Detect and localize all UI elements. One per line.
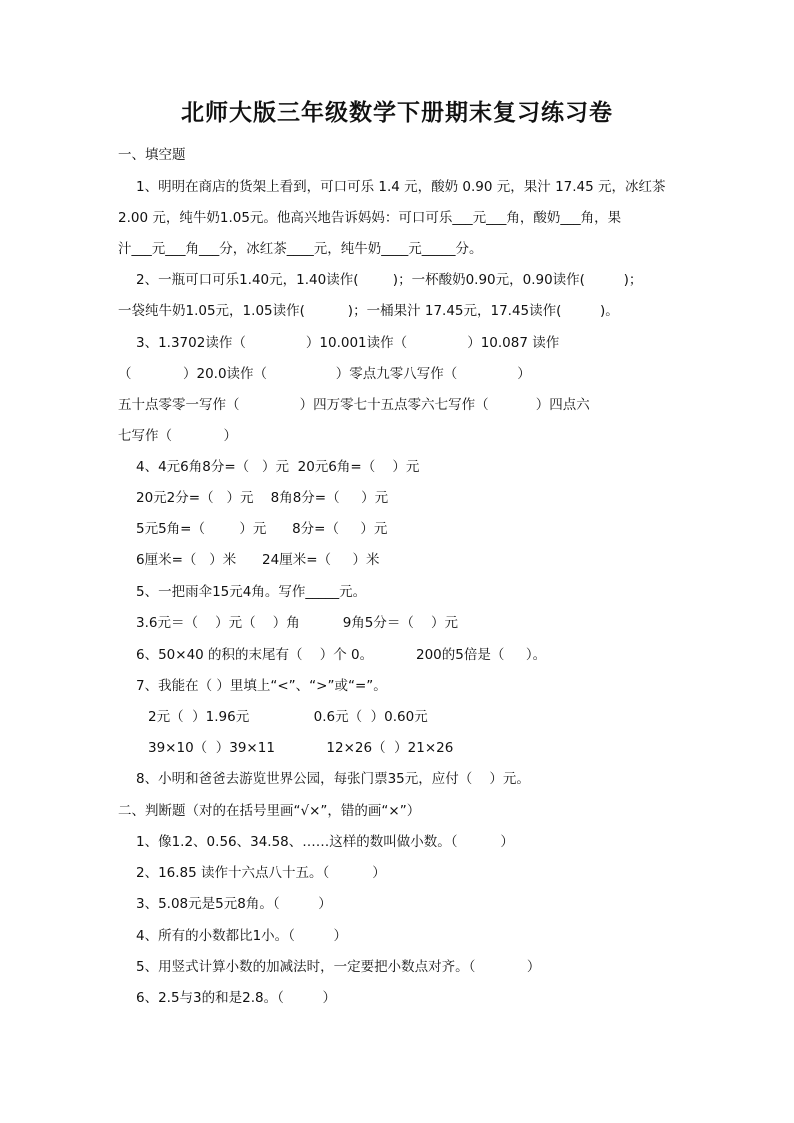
- judge-item-5: 5、用竖式计算小数的加减法时，一定要把小数点对齐。（ ）: [136, 959, 541, 975]
- q1-line-1: 1、明明在商店的货架上看到，可口可乐 1.4 元，酸奶 0.90 元，果汁 17.45 元，冰红茶: [136, 179, 666, 195]
- judge-item-6: 6、2.5与3的和是2.8。（ ）: [136, 990, 336, 1006]
- q6-line: 6、50×40 的积的末尾有（ ）个 0。 200的5倍是（ ）。: [136, 647, 547, 663]
- q4-line-2: 20元2分=（ ）元 8角8分=（ ）元: [136, 490, 389, 506]
- q7-line-2: 2元（ ）1.96元 0.6元（ ）0.60元: [148, 709, 428, 725]
- q3-line-3: 五十点零零一写作（ ）四万零七十五点零六七写作（ ）四点六: [118, 397, 590, 413]
- section1-heading: 一、填空题: [118, 147, 186, 163]
- q1-line-2: 2.00 元，纯牛奶1.05元。他高兴地告诉妈妈：可口可乐___元___角，酸奶___角，果: [118, 210, 622, 226]
- q3-line-2: （ ）20.0读作（ ）零点九零八写作（ ）: [118, 366, 531, 382]
- judge-item-3: 3、5.08元是5元8角。（ ）: [136, 896, 332, 912]
- q7-line-3: 39×10（ ）39×11 12×26（ ）21×26: [148, 740, 454, 756]
- q4-line-1: 4、4元6角8分=（ ）元 20元6角=（ ）元: [136, 459, 420, 475]
- q2-line-1: 2、一瓶可口可乐1.40元，1.40读作( )；一杯酸奶0.90元，0.90读作( )；: [136, 272, 643, 288]
- q4-line-3: 5元5角=（ ）元 8分=（ ）元: [136, 521, 388, 537]
- q5-line-2: 3.6元＝（ ）元（ ）角 9角5分＝（ ）元: [136, 615, 459, 631]
- judge-item-4: 4、所有的小数都比1小。（ ）: [136, 928, 348, 944]
- q1-line-3: 汁___元___角___分，冰红茶____元，纯牛奶____元_____分。: [118, 241, 483, 257]
- judge-item-1: 1、像1.2、0.56、34.58、……这样的数叫做小数。（ ）: [136, 834, 514, 850]
- q2-line-2: 一袋纯牛奶1.05元，1.05读作( )；一桶果汁 17.45元，17.45读作( )。: [118, 303, 619, 319]
- q8-line: 8、小明和爸爸去游览世界公园，每张门票35元，应付（ ）元。: [136, 771, 530, 787]
- q4-line-4: 6厘米=（ ）米 24厘米=（ ）米: [136, 552, 380, 568]
- q3-line-4: 七写作（ ）: [118, 428, 237, 444]
- q5-line: 5、一把雨伞15元4角。写作_____元。: [136, 584, 367, 600]
- q7-line-1: 7、我能在（ ）里填上“<”、“>”或“=”。: [136, 678, 387, 694]
- judge-item-2: 2、16.85 读作十六点八十五。（ ）: [136, 865, 386, 881]
- q3-line-1: 3、1.3702读作（ ）10.001读作（ ）10.087 读作: [136, 335, 560, 351]
- section2-heading: 二、判断题（对的在括号里画“√×”，错的画“×”）: [118, 803, 421, 819]
- page-title: 北师大版三年级数学下册期末复习练习卷: [181, 99, 613, 126]
